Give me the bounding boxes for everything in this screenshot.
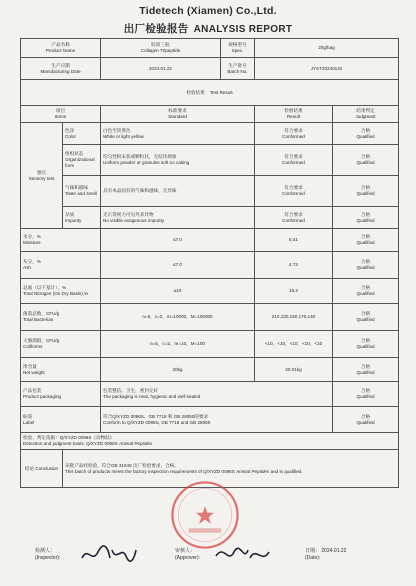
date-row — [21, 58, 399, 80]
product-name-label: 产品名称 Product Name — [21, 39, 101, 58]
test-judgment: 合格 Qualified — [333, 304, 399, 331]
table-row — [21, 229, 399, 252]
sensory-result: 符合要求 Conformed — [255, 145, 333, 176]
sensory-standard: 均匀性粉末状或颗粒状，无结块现象 Uniform powder or granules soft no caking — [101, 145, 255, 176]
table-row — [21, 407, 399, 433]
test-item: 水分，% Moisture — [21, 229, 101, 252]
test-item: 菌落总数，CFU/g Total Bacterias — [21, 304, 101, 331]
test-standard: ≤7.0 — [101, 229, 255, 252]
test-item: 灰分，% Ash — [21, 252, 101, 279]
table-row — [21, 279, 399, 304]
test-standard: 符合Q/XYZD 0096S、GB 7718 和 GB 28050的要求 Conform to Q/XYZD 0096S, GB 7718 and GB 28050 — [101, 407, 333, 433]
detection-basis: 检验、判定依据：Q/XYZD 0096S《动物肽》 Detection and judgment basis: Q/XYZD 0096S Animal Peptides — [21, 433, 399, 450]
sensory-judgment: 合格 Qualified — [333, 123, 399, 145]
test-item: 总氮（以干基计），% Total Nitrogen (On Dry Basis),% — [21, 279, 101, 304]
test-standard: n=5，c=2，m=10000，M=100000 — [101, 304, 255, 331]
test-result: 20.01kg — [255, 358, 333, 382]
test-standard: 20kg — [101, 358, 255, 382]
col-standard: 标准要求 Standard — [101, 106, 255, 123]
table-row — [21, 145, 399, 176]
test-result: 16.2 — [255, 279, 333, 304]
sensory-result: 符合要求 Conformed — [255, 176, 333, 207]
table-row — [21, 331, 399, 358]
table-row — [21, 123, 399, 145]
sensory-standard: 无正常视力可见外来异物 No visible exogenous impurity — [101, 207, 255, 229]
table-row — [21, 252, 399, 279]
test-judgment: 合格 Qualified — [333, 407, 399, 433]
sensory-item: 杂质 Impurity — [63, 207, 101, 229]
conclusion-row — [21, 450, 399, 488]
inspector-signature — [78, 540, 138, 568]
table-row — [21, 358, 399, 382]
manufacturing-date-value: 2024.01.22 — [101, 58, 221, 80]
sensory-result: 符合要求 Conformed — [255, 123, 333, 145]
test-judgment: 合格 Qualified — [333, 358, 399, 382]
test-standard: n=5，c=2，m=10，M=100 — [101, 331, 255, 358]
table-row — [21, 382, 399, 407]
table-row — [21, 207, 399, 229]
test-result: <10，<10，<10，<10，<10 — [255, 331, 333, 358]
spec-value: 20g/bag — [255, 39, 399, 58]
table-row — [21, 304, 399, 331]
test-judgment: 合格 Qualified — [333, 229, 399, 252]
column-header-row — [21, 106, 399, 123]
sensory-item: 气味和滋味 Taste and smell — [63, 176, 101, 207]
batch-value: JYST20240122 — [255, 58, 399, 80]
sensory-judgment: 合格 Qualified — [333, 207, 399, 229]
approver-field: 审核人： (Approver): — [175, 548, 201, 561]
report-table — [20, 38, 399, 488]
sensory-standard: 白色至淡黄色 White or light yellow — [101, 123, 255, 145]
product-row — [21, 39, 399, 58]
sensory-group-label: 感官 Sensory test — [21, 123, 63, 229]
inspector-field: 检测人： (Inspector): — [35, 548, 61, 561]
col-result: 检验结果 Result — [255, 106, 333, 123]
test-item: 净含量 Net weight — [21, 358, 101, 382]
table-row — [21, 176, 399, 207]
test-judgment: 合格 Qualified — [333, 252, 399, 279]
conclusion-text: 该批产品经检验，符合GB 31645 出厂检验要求，合格。 This batch of products meets the factory inspection requirements of Q/XYZD 0096S Animal Peptides and is qualified. — [63, 450, 399, 488]
test-result: 210,130,150,170,140 — [255, 304, 333, 331]
result-section-row — [21, 80, 399, 106]
report-title-zh: 出厂检验报告 — [123, 23, 189, 35]
report-title-en: ANALYSIS REPORT — [193, 24, 293, 35]
test-result: 4.72 — [255, 252, 333, 279]
basis-row — [21, 433, 399, 450]
test-judgment: 合格 Qualified — [333, 382, 399, 407]
report-title — [0, 21, 416, 36]
sensory-standard: 具有本品固有的气味和滋味，无异味 — [101, 176, 255, 207]
sensory-item: 组织状态 Organizational form — [63, 145, 101, 176]
conclusion-label: 结论 Conclusion — [21, 450, 63, 488]
manufacturing-date-label: 生产日期 Manufacturing Date — [21, 58, 101, 80]
company-name: Tidetech (Xiamen) Co.,Ltd. — [139, 5, 277, 17]
test-item: 产品包装 Product packaging — [21, 382, 101, 407]
test-item: 标签 Label — [21, 407, 101, 433]
test-standard: 包装整洁、卫生，密封完好 The packaging is neat, hygienic and well sealed — [101, 382, 333, 407]
sensory-judgment: 合格 Qualified — [333, 176, 399, 207]
product-name-value: 胶原三肽 Collagen Tripeptide — [101, 39, 221, 58]
col-judgment: 结果判定 Judgment — [333, 106, 399, 123]
batch-label: 生产批号 Batch No. — [221, 58, 255, 80]
spec-label: 规格型号 Spec. — [221, 39, 255, 58]
sensory-item: 色泽 Color — [63, 123, 101, 145]
test-item: 大肠菌群，CFU/g Coliforms — [21, 331, 101, 358]
test-result: 5.41 — [255, 229, 333, 252]
col-items: 项目 Items — [21, 106, 101, 123]
approver-signature — [212, 540, 272, 568]
test-standard: ≤7.0 — [101, 252, 255, 279]
test-judgment: 合格 Qualified — [333, 279, 399, 304]
sensory-result: 符合要求 Conformed — [255, 207, 333, 229]
test-judgment: 合格 Qualified — [333, 331, 399, 358]
test-standard: ≥10 — [101, 279, 255, 304]
date-field: 日期： 2024.01.22 (Date): — [305, 548, 347, 561]
sensory-judgment: 合格 Qualified — [333, 145, 399, 176]
test-result-heading: 检验结果 Test Result — [21, 80, 399, 106]
